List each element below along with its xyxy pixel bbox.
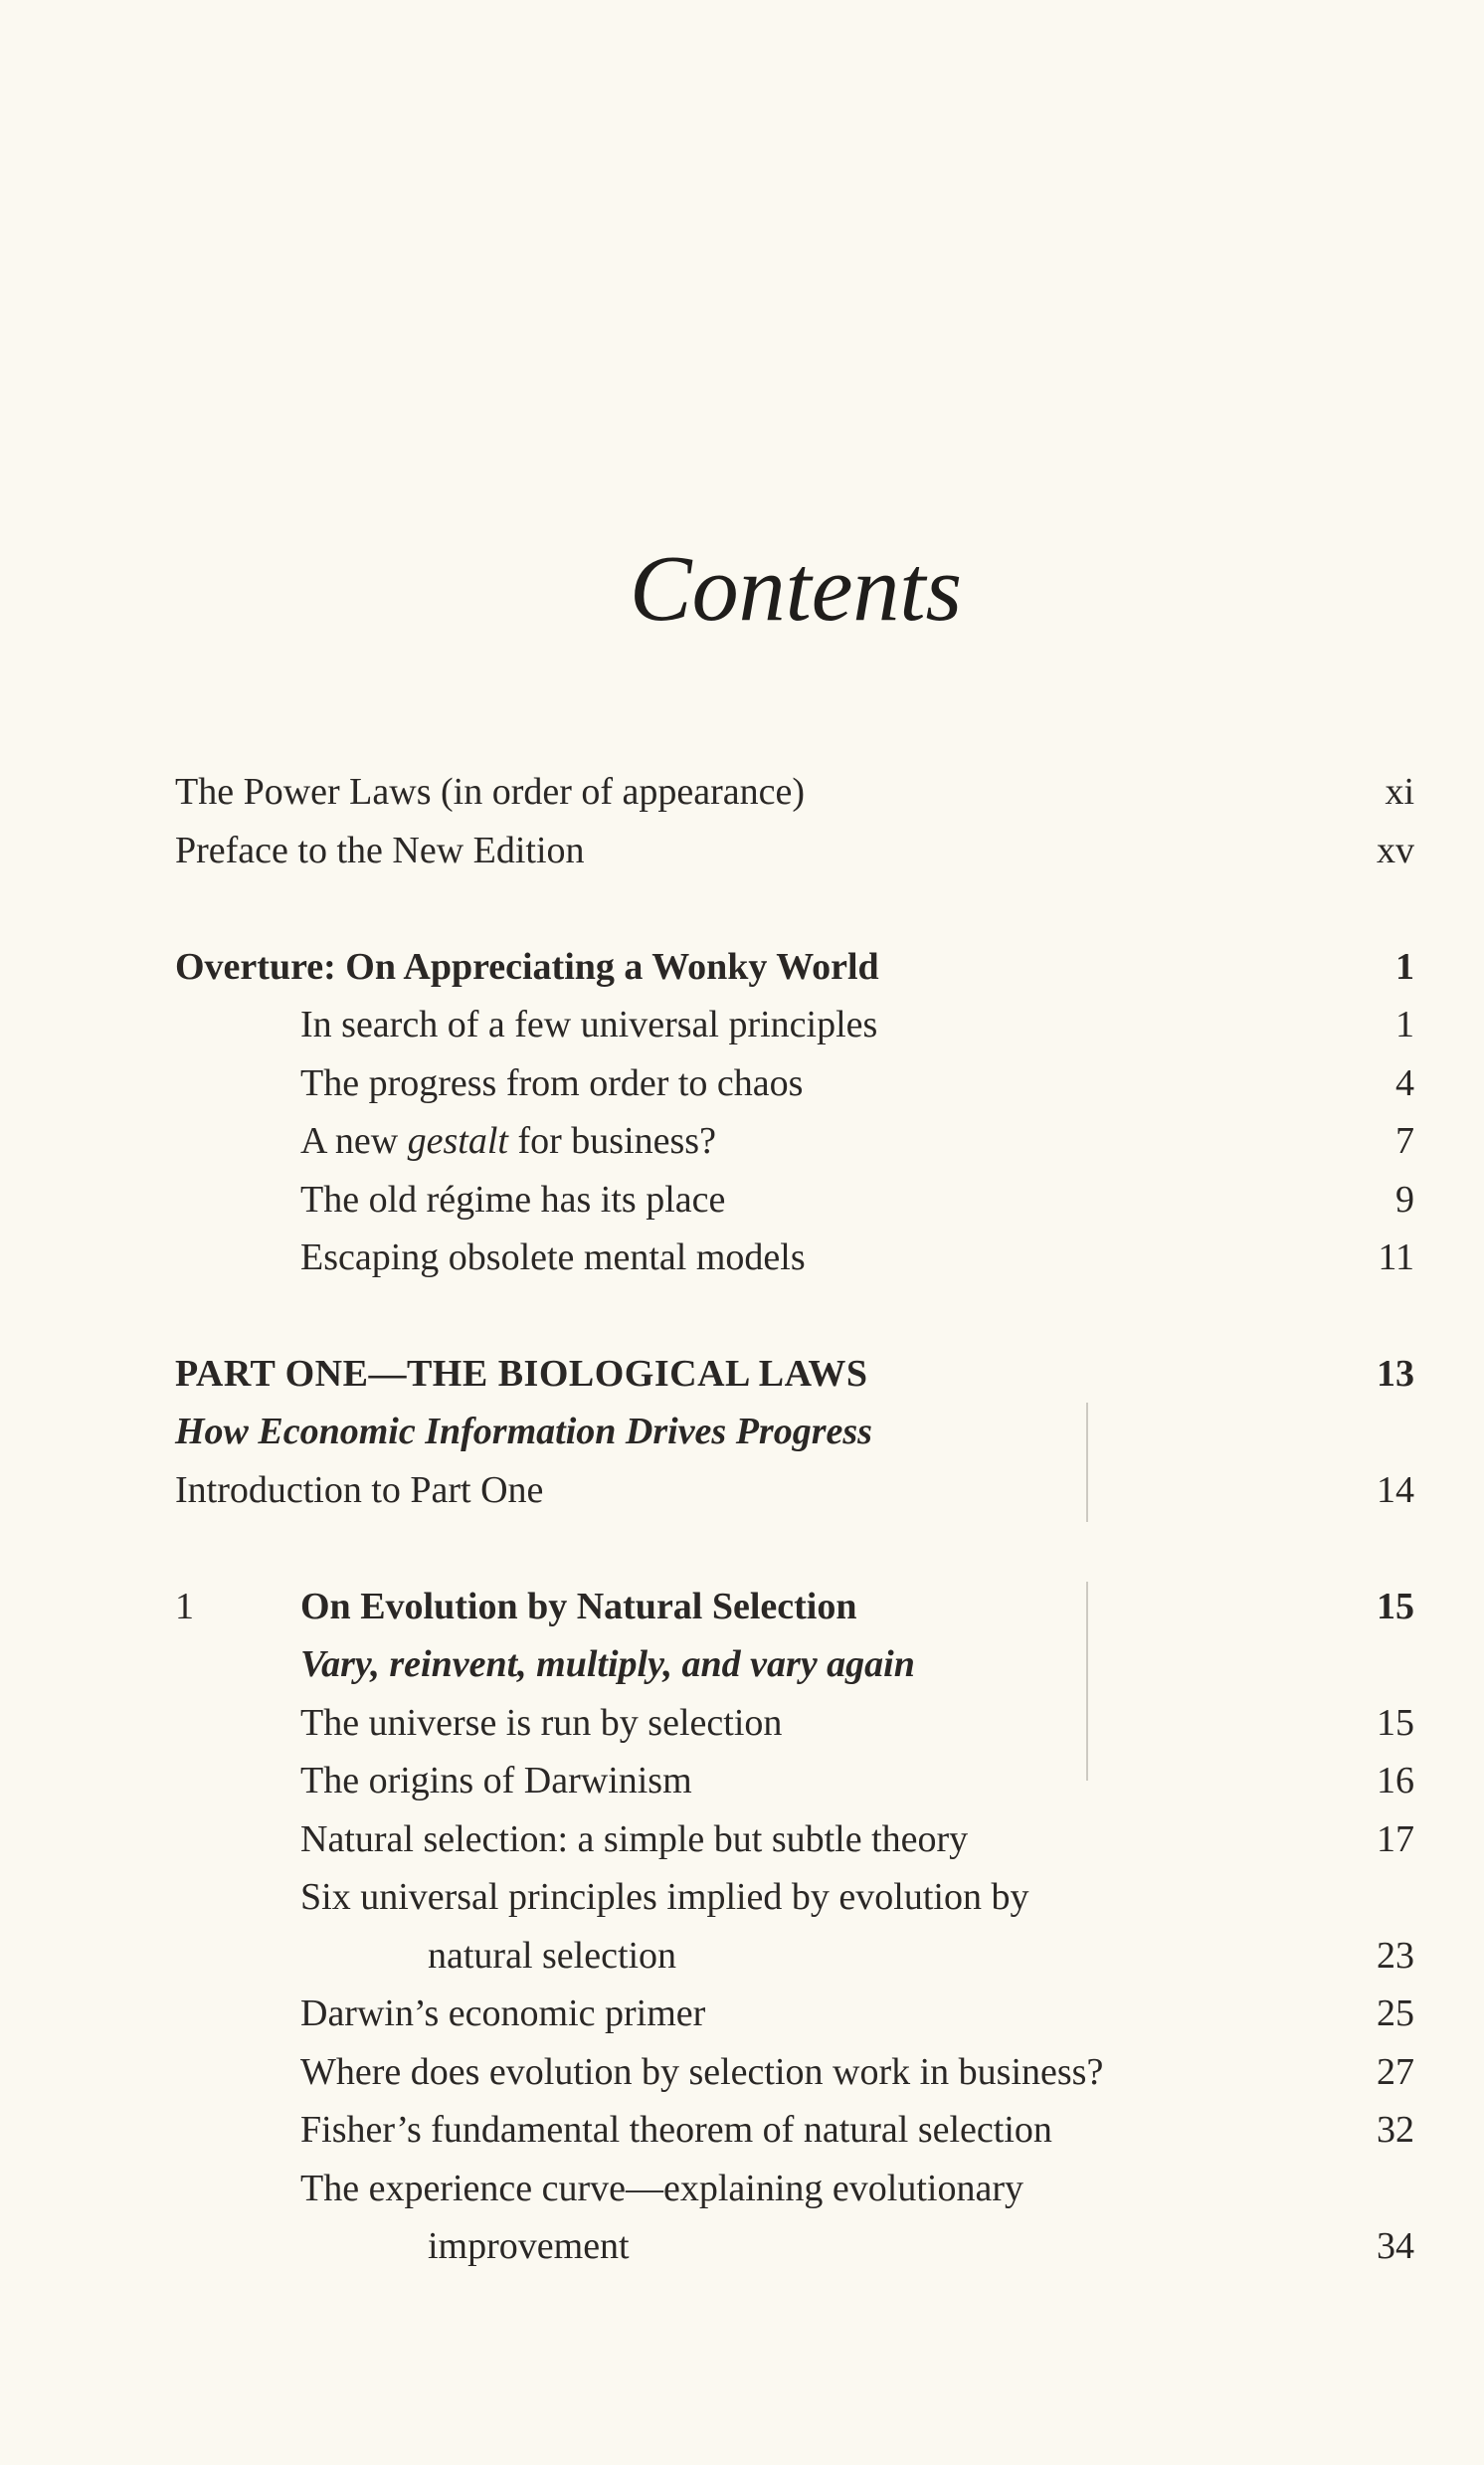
- toc-entry-chapter-1[interactable]: [0, 1578, 1484, 1635]
- toc-entry-label: improvement: [428, 2225, 630, 2267]
- toc-page-number: 1: [1395, 946, 1414, 988]
- toc-page-number: 14: [1377, 1469, 1414, 1511]
- toc-entry-label: Escaping obsolete mental models: [300, 1236, 806, 1278]
- toc-entry-label: The old régime has its place: [300, 1179, 726, 1221]
- toc-page-number: 13: [1377, 1353, 1414, 1395]
- toc-page-number: 16: [1377, 1760, 1414, 1801]
- toc-entry-natural-selection-theory[interactable]: [0, 1810, 1484, 1868]
- toc-entry-experience-curve[interactable]: [0, 2160, 1484, 2217]
- toc-entry-selection-in-business[interactable]: [0, 2043, 1484, 2101]
- toc-entry-preface[interactable]: [0, 822, 1484, 879]
- toc-entry-new-gestalt[interactable]: [0, 1112, 1484, 1170]
- toc-entry-label: PART ONE—THE BIOLOGICAL LAWS: [175, 1353, 868, 1395]
- toc-entry-run-by-selection[interactable]: [0, 1694, 1484, 1752]
- toc-entry-label: How Economic Information Drives Progress: [175, 1411, 872, 1452]
- toc-page-number: 17: [1377, 1818, 1414, 1860]
- toc-entry-label: Darwin’s economic primer: [300, 1992, 706, 2034]
- toc-page-number: 32: [1377, 2109, 1414, 2151]
- toc-entry-overture[interactable]: [0, 938, 1484, 996]
- toc-entry-origins-darwinism[interactable]: [0, 1752, 1484, 1809]
- toc-entry-order-to-chaos[interactable]: [0, 1054, 1484, 1112]
- toc-part-subtitle: [0, 1403, 1484, 1460]
- toc-page-number: 1: [1395, 1004, 1414, 1045]
- toc-page-number: 25: [1377, 1992, 1414, 2034]
- toc-entry-label: The progress from order to chaos: [300, 1062, 804, 1104]
- toc-entry-label: The origins of Darwinism: [300, 1760, 692, 1801]
- scan-artifact-line: [1086, 1582, 1088, 1781]
- toc-entry-mental-models[interactable]: [0, 1229, 1484, 1286]
- toc-entry-intro-part-one[interactable]: [0, 1461, 1484, 1519]
- toc-page-number: 15: [1377, 1586, 1414, 1627]
- toc-entry-experience-curve-continued[interactable]: [0, 2217, 1484, 2275]
- toc-entry-label-post: for business?: [507, 1120, 716, 1162]
- toc-page-number: 34: [1377, 2225, 1414, 2267]
- toc-entry-part-one[interactable]: [0, 1345, 1484, 1403]
- toc-chapter-subtitle: [0, 1635, 1484, 1693]
- toc-entry-label: Introduction to Part One: [175, 1469, 544, 1511]
- toc-entry-label: Natural selection: a simple but subtle theory: [300, 1818, 969, 1860]
- toc-entry-label: Vary, reinvent, multiply, and vary again: [300, 1643, 915, 1685]
- toc-entry-label: Preface to the New Edition: [175, 830, 585, 871]
- toc-entry-label: The universe is run by selection: [300, 1702, 783, 1744]
- toc-entry-universal-principles[interactable]: [0, 996, 1484, 1053]
- toc-entry-label: Overture: On Appreciating a Wonky World: [175, 946, 879, 988]
- toc-entry-label: Fisher’s fundamental theorem of natural selection: [300, 2109, 1052, 2151]
- toc-entry-label-pre: A new: [300, 1120, 408, 1162]
- toc-entry-label-em: gestalt: [407, 1120, 508, 1162]
- toc-page-number: 23: [1377, 1935, 1414, 1977]
- toc-page-number: 9: [1395, 1179, 1414, 1221]
- toc-entry-six-principles-continued[interactable]: [0, 1927, 1484, 1985]
- page-title: Contents: [629, 537, 963, 641]
- toc-entry-label: The experience curve—explaining evolutionary: [300, 2168, 1023, 2209]
- toc-entry-label: Six universal principles implied by evolution by: [300, 1876, 1029, 1918]
- scan-artifact-line: [1086, 1403, 1088, 1522]
- toc-entry-six-principles[interactable]: [0, 1868, 1484, 1926]
- toc-page-number: 15: [1377, 1702, 1414, 1744]
- toc-entry-power-laws[interactable]: [0, 763, 1484, 821]
- toc-entry-economic-primer[interactable]: [0, 1985, 1484, 2042]
- toc-page-number: xi: [1385, 771, 1414, 813]
- toc-page-number: 4: [1395, 1062, 1414, 1104]
- toc-entry-label: On Evolution by Natural Selection: [300, 1586, 857, 1627]
- toc-entry-old-regime[interactable]: [0, 1171, 1484, 1229]
- toc-entry-label: In search of a few universal principles: [300, 1004, 878, 1045]
- toc-entry-label: natural selection: [428, 1935, 677, 1977]
- toc-page-number: 27: [1377, 2051, 1414, 2093]
- toc-entry-fisher-theorem[interactable]: [0, 2101, 1484, 2159]
- toc-page-number: 7: [1395, 1120, 1414, 1162]
- toc-entry-label: The Power Laws (in order of appearance): [175, 771, 806, 813]
- toc-page-number: 11: [1378, 1236, 1414, 1278]
- toc-entry-label: [300, 1112, 716, 1170]
- toc-chapter-number: 1: [175, 1586, 194, 1627]
- toc-page-number: xv: [1377, 830, 1414, 871]
- toc-entry-label: Where does evolution by selection work in business?: [300, 2051, 1104, 2093]
